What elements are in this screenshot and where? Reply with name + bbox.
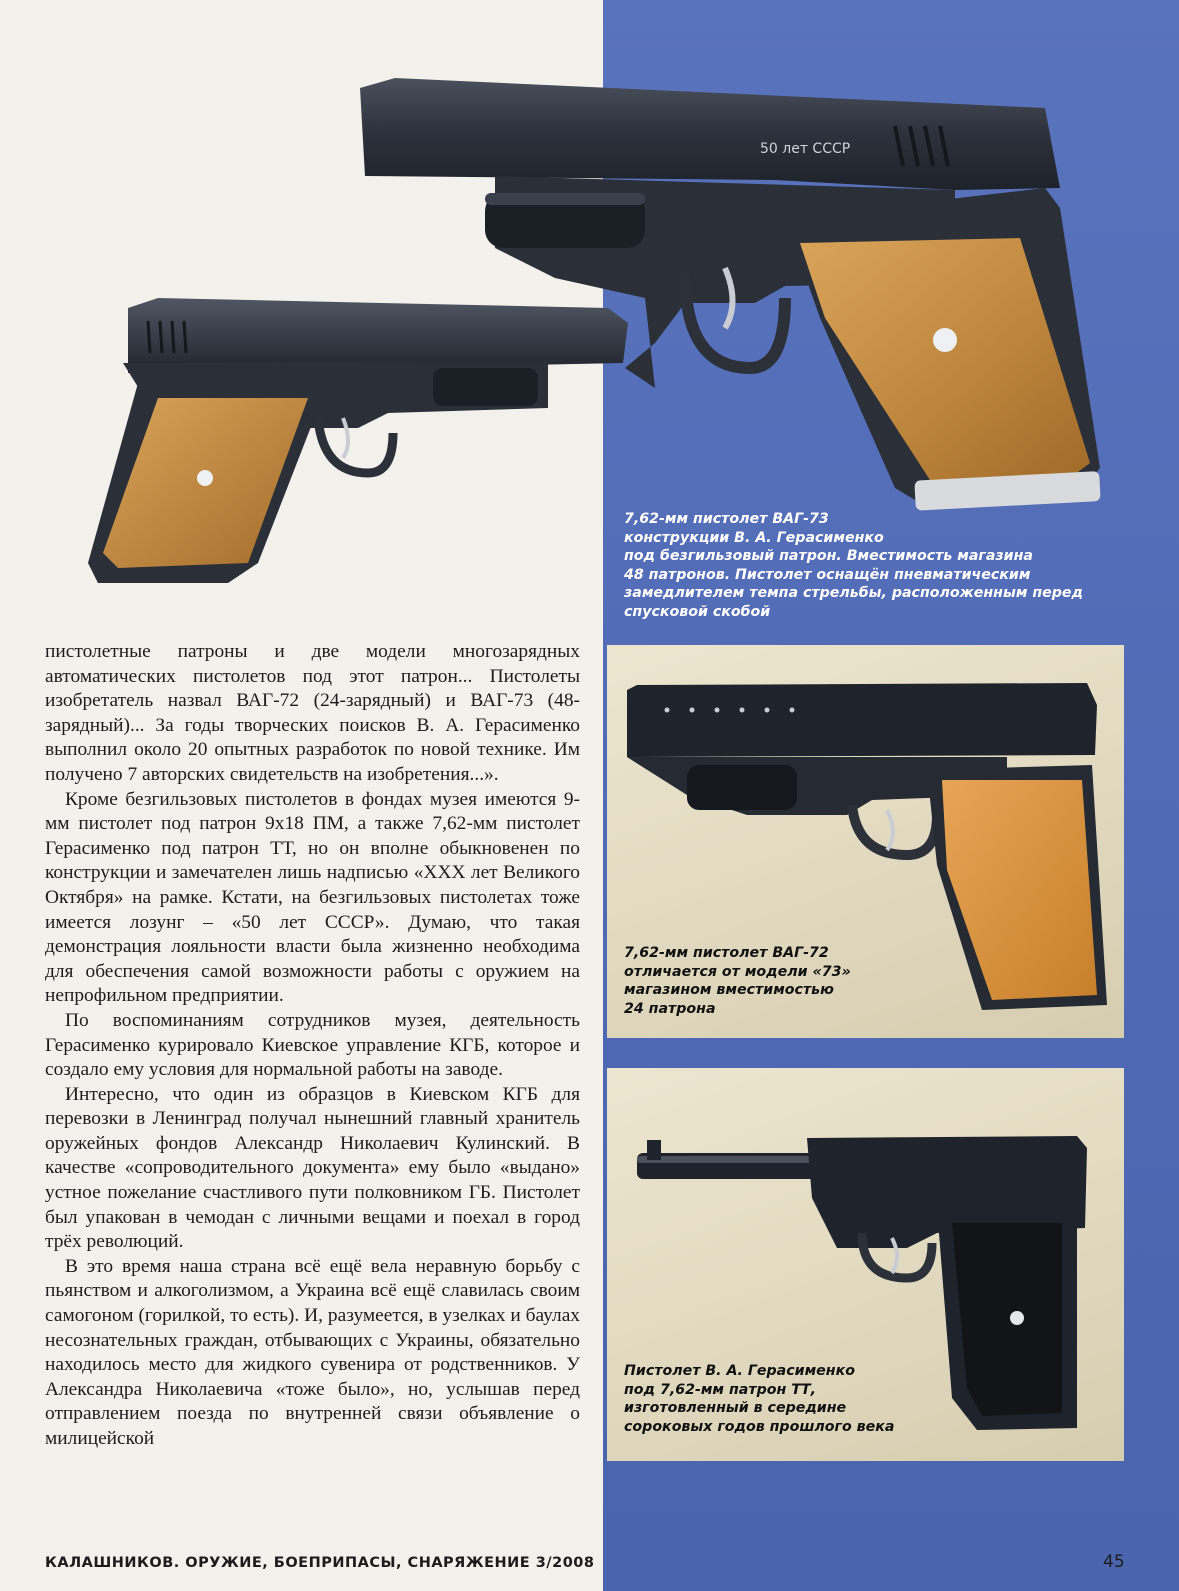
article-paragraph: Кроме безгильзовых пистолетов в фондах музея имеются 9-мм пистолет под патрон 9х18 ПМ, а также 7,62-мм пистолет Герасименко под патрон ТТ, но он вполне обыкновенен по конструкции и замечателен лишь надписью «XXX лет Великого Октября» на рамке. Кстати, на безгильзовых пистолетах тоже имеется лозунг – «50 лет СССР». Думаю, что такая демонстрация лояльности власти была жизненно необходима для обеспечения самой возможности работы с оружием на непрофильном предприятии. [45, 788, 580, 1007]
caption-vag72-line: 24 патрона [624, 1000, 716, 1017]
caption-vag72-line: 7,62-мм пистолет ВАГ-72 [624, 945, 829, 961]
caption-vag73-line: замедлителем темпа стрельбы, расположенным перед [624, 585, 1084, 601]
slide-engraving-slogan: 50 лет СССР [760, 141, 851, 157]
article-body [45, 640, 580, 1452]
article-paragraph: Интересно, что один из образцов в Киевском КГБ для перевозки в Ленинград получал нынешний главный хранитель оружейных фондов Александр Николаевич Кулинский. В качестве «сопроводительного документа» ему было «выдано» устное пожелание счастливого пути полковником ГБ. Пистолет был упакован в чемодан с личными вещами и поехал в город трёх революций. [45, 1083, 580, 1253]
caption-vag72-line: отличается от модели «73» [624, 963, 851, 980]
caption-vag73-line: 48 патронов. Пистолет оснащён пневматическим [624, 566, 1031, 583]
caption-vag73-line: под безгильзовый патрон. Вместимость магазина [624, 548, 1033, 564]
caption-tt-line: Пистолет В. А. Герасименко [624, 1363, 855, 1379]
article-paragraph: В это время наша страна всё ещё вела неравную борьбу с пьянством и алкоголизмом, а Украина всё ещё славилась своим самогоном (горилкой, то есть). И, разумеется, в узелках и баулах несознательных граждан, отбывающих с Украины, обязательно находилось место для жидкого сувенира от родственников. У Александра Николаевича «тоже было», но, услышав перед отправлением поезда по внутренней связи объявление о милицейской [45, 1255, 580, 1449]
caption-vag73 [624, 510, 1083, 621]
caption-vag73-line: спусковой скобой [624, 603, 771, 620]
caption-tt-line: сороковых годов прошлого века [624, 1418, 895, 1435]
caption-tt [624, 1362, 894, 1436]
caption-tt-line: под 7,62-мм патрон ТТ, [624, 1381, 816, 1398]
article-paragraph: По воспоминаниям сотрудников музея, деятельность Герасименко курировало Киевское управление КГБ, которое и создало ему условия для нормальной работы на заводе. [45, 1009, 580, 1081]
caption-vag72-line: магазином вместимостью [624, 982, 834, 998]
caption-tt-line: изготовленный в середине [624, 1400, 847, 1416]
caption-vag72 [624, 944, 851, 1018]
article-paragraph: пистолетные патроны и две модели многозарядных автоматических пистолетов под этот патрон... Пистолеты изобретатель назвал ВАГ-72 (24-зарядный) и ВАГ-73 (48-зарядный)... За годы творческих поисков В. А. Герасименко выполнил около 20 опытных разработок по новой технике. Им получено 7 авторских свидетельств на изобретения...». [45, 641, 580, 785]
page-number: 45 [1103, 1552, 1125, 1572]
caption-vag73-line: конструкции В. А. Герасименко [624, 529, 884, 546]
caption-vag73-line: 7,62-мм пистолет ВАГ-73 [624, 511, 829, 527]
vag73-side-view-image [88, 283, 638, 613]
magazine-footer: КАЛАШНИКОВ. ОРУЖИЕ, БОЕПРИПАСЫ, СНАРЯЖЕНИЕ 3/2008 [45, 1555, 595, 1571]
